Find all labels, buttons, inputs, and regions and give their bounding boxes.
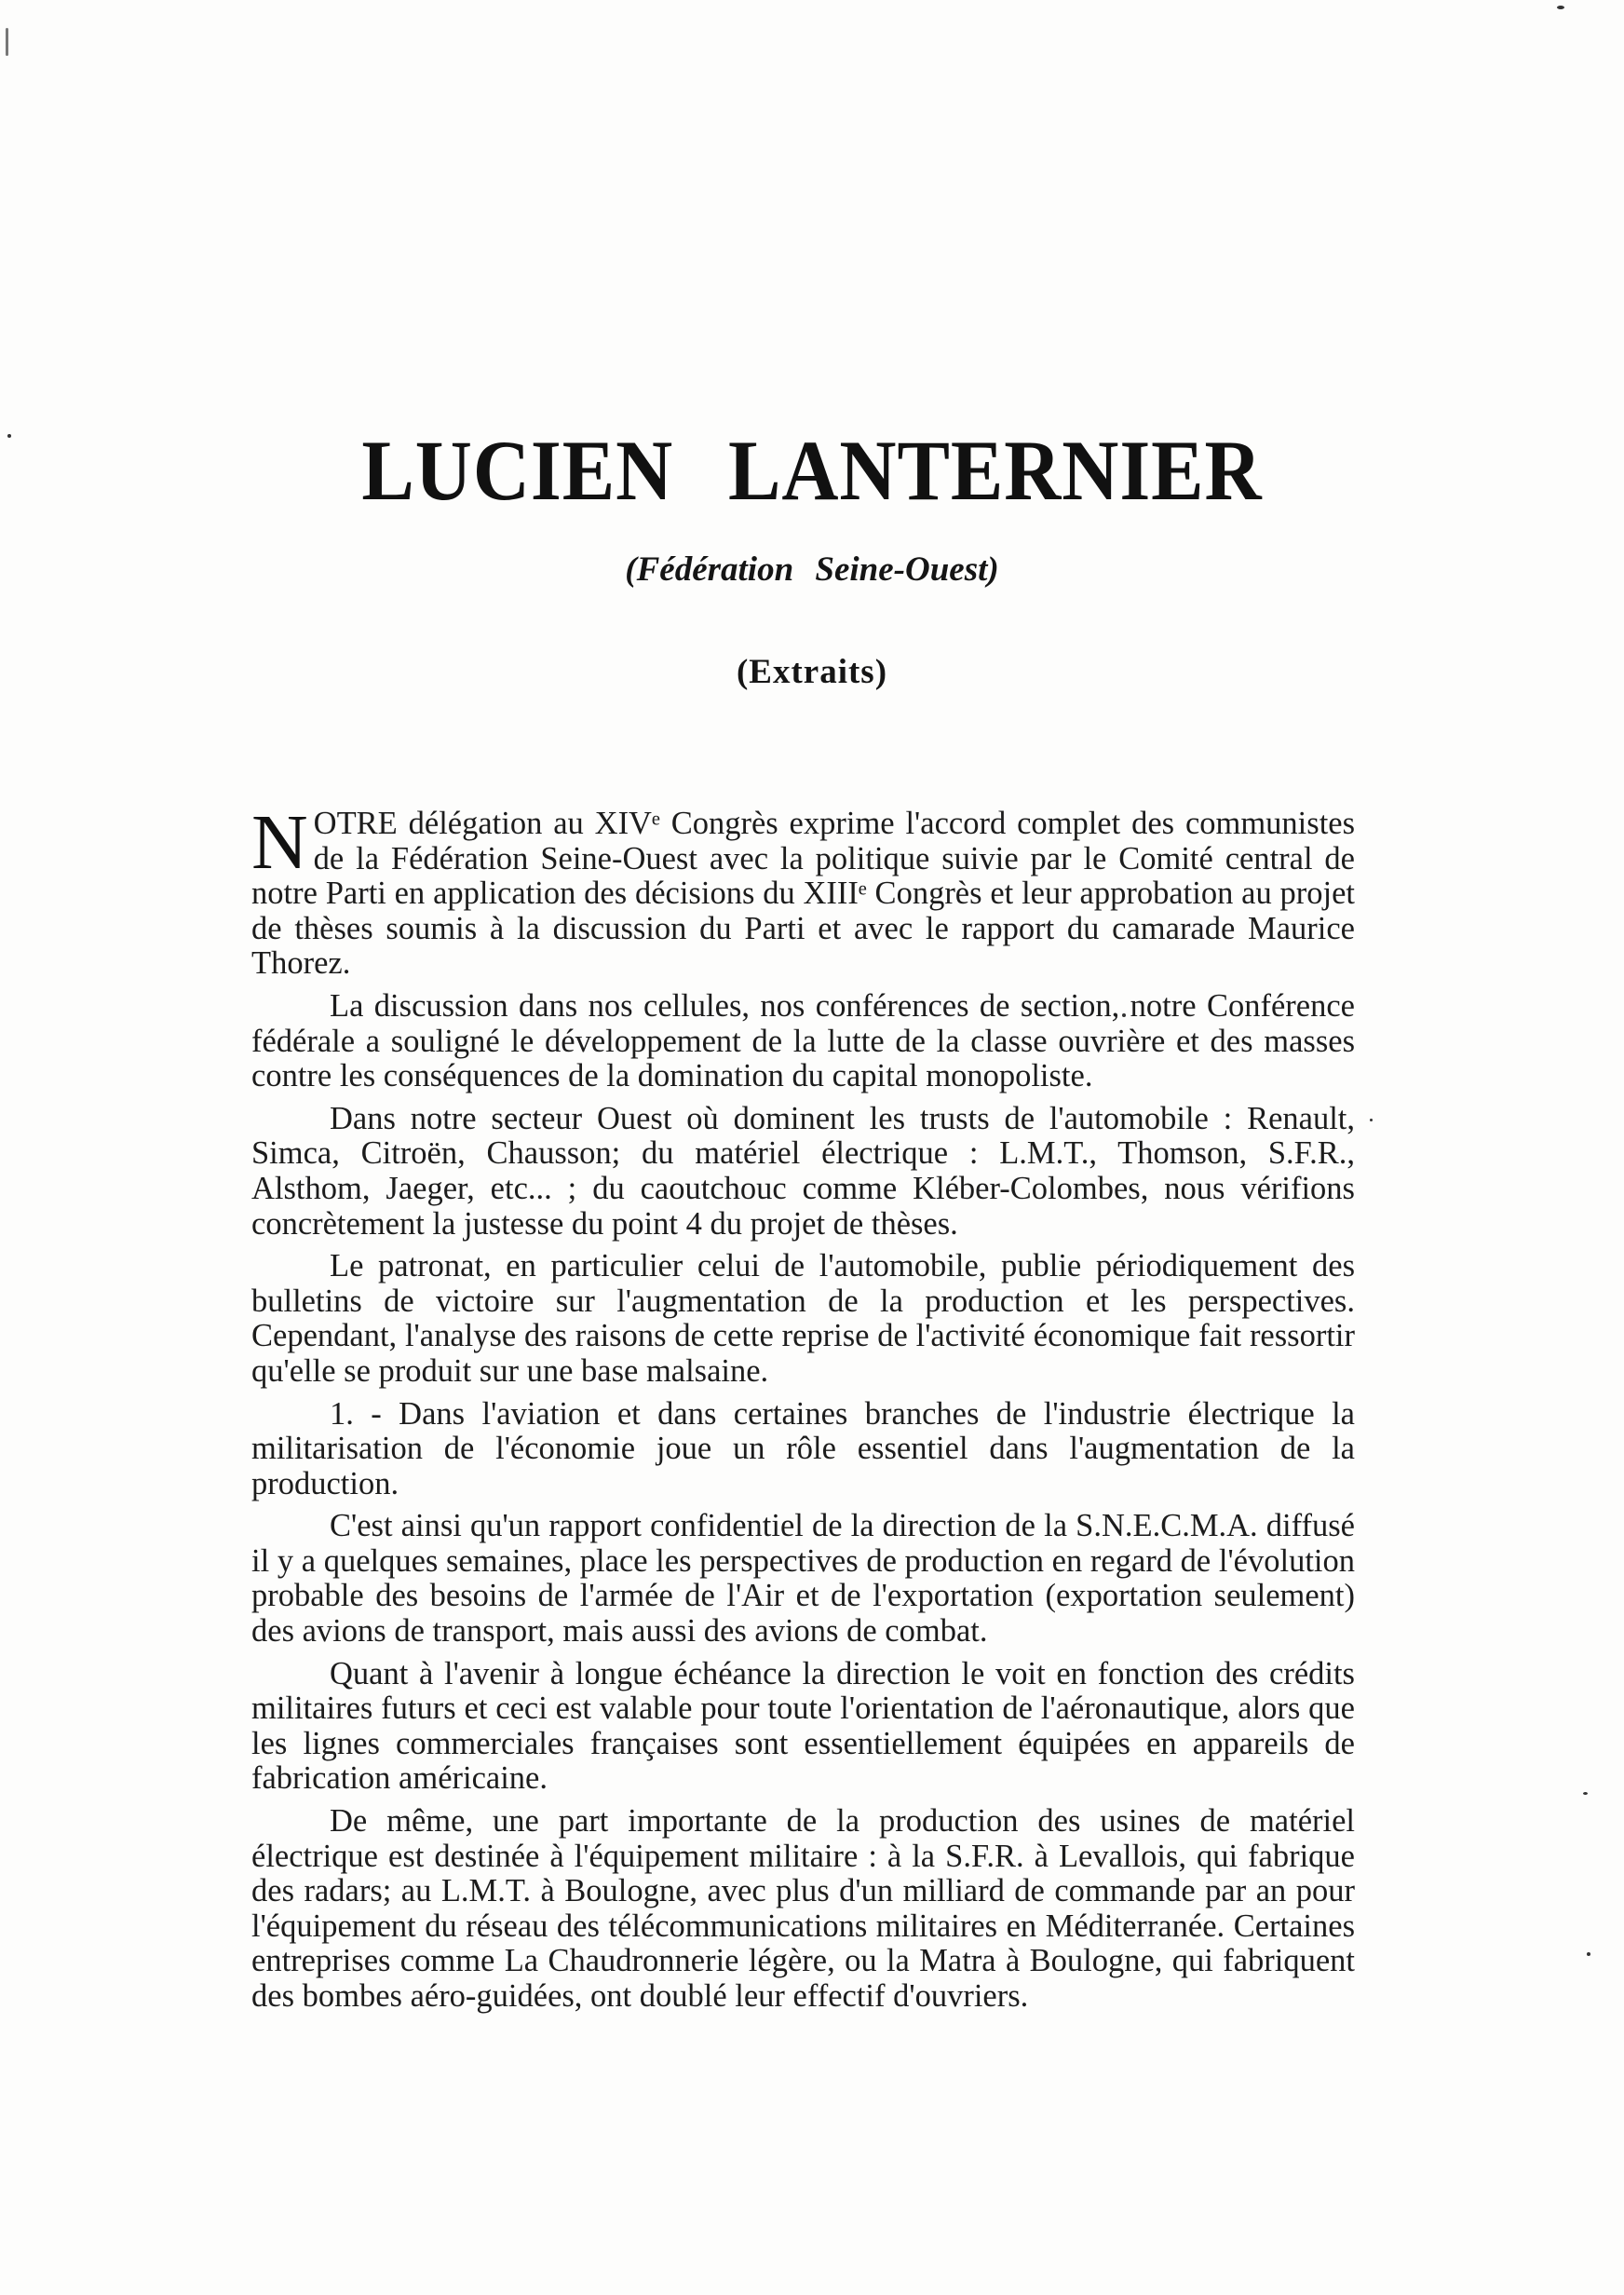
paragraph-8: De même, une part importante de la production des usines de matériel électrique est destinée à l'équipement militaire : à la S.F.R. à Levallois, qui fabrique des radars; au L.M.T. à Boulogne, avec plus d'un milliard de commande par an pour l'équipement du réseau des télécommunications militaires en Méditerranée. Certaines entreprises comme La Chaudronnerie légère, ou la Matra à Boulogne, qui fabriquent des bombes aéro-guidées, ont doublé leur effectif d'ouvriers.: [251, 1803, 1355, 2014]
scan-speck: [6, 28, 8, 56]
drop-cap: N: [251, 799, 308, 886]
page-title: LUCIEN LANTERNIER: [361, 423, 1263, 518]
scan-speck: [1583, 1792, 1588, 1795]
extract-note: (Extraits): [736, 653, 888, 691]
paragraph-1: [251, 799, 1356, 982]
paragraph-4: Le patronat, en particulier celui de l'automobile, publie périodiquement des bulletins de victoire sur l'augmentation de la production et les perspectives. Cependant, l'analyse des raisons de cette reprise de l'activité économique fait ressortir qu'elle se produit sur une base malsaine.: [251, 1248, 1355, 1389]
first-word-rest: OTRE: [313, 806, 398, 841]
scan-speck: [7, 434, 11, 438]
scan-speck: [1370, 1119, 1373, 1121]
article-body: [251, 799, 1356, 2022]
paragraph-6: C'est ainsi qu'un rapport confidentiel de la direction de la S.N.E.C.M.A. diffusé il y a quelques semaines, place les perspectives de production en regard de l'évolution probable des besoins de l'armée de l'Air et de l'exportation (exportation seulement) des avions de transport, mais aussi des avions de combat.: [251, 1508, 1355, 1650]
page-subtitle: (Fédération Seine-Ouest): [625, 550, 999, 589]
scan-speck: [1587, 1952, 1590, 1956]
paragraph-2: La discussion dans nos cellules, nos conférences de section, notre Conférence fédérale a souligné le développement de la lutte de la classe ouvrière et des masses contre les conséquences de la domination du capital monopoliste.: [251, 987, 1355, 1094]
paragraph-text: délégation au XIVᵉ Congrès exprime l'accord complet des communistes de la Fédération Seine-Ouest avec la politique suivie par le Comité central de notre Parti en application des décisions du XIIIᵉ Congrès et leur approbation au projet de thèses soumis à la discussion du Parti et avec le rapport du camarade Maurice Thorez.: [251, 806, 1356, 982]
paragraph-7: Quant à l'avenir à longue échéance la direction le voit en fonction des crédits militaires futurs et ceci est valable pour toute l'orientation de l'aéronautique, alors que les lignes commerciales françaises sont essentiellement équipées en appareils de fabrication américaine.: [251, 1655, 1355, 1797]
paragraph-5: 1. - Dans l'aviation et dans certaines branches de l'industrie électrique la militarisation de l'économie joue un rôle essentiel dans l'augmentation de la production.: [251, 1395, 1355, 1501]
paragraph-3: Dans notre secteur Ouest où dominent les trusts de l'automobile : Renault, Simca, Citroën, Chausson; du matériel électrique : L.M.T., Thomson, S.F.R., Alsthom, Jaeger, etc... ; du caoutchouc comme Kléber-Colombes, nous vérifions concrètement la justesse du point 4 du projet de thèses.: [251, 1100, 1355, 1242]
scan-speck: [1557, 6, 1564, 9]
